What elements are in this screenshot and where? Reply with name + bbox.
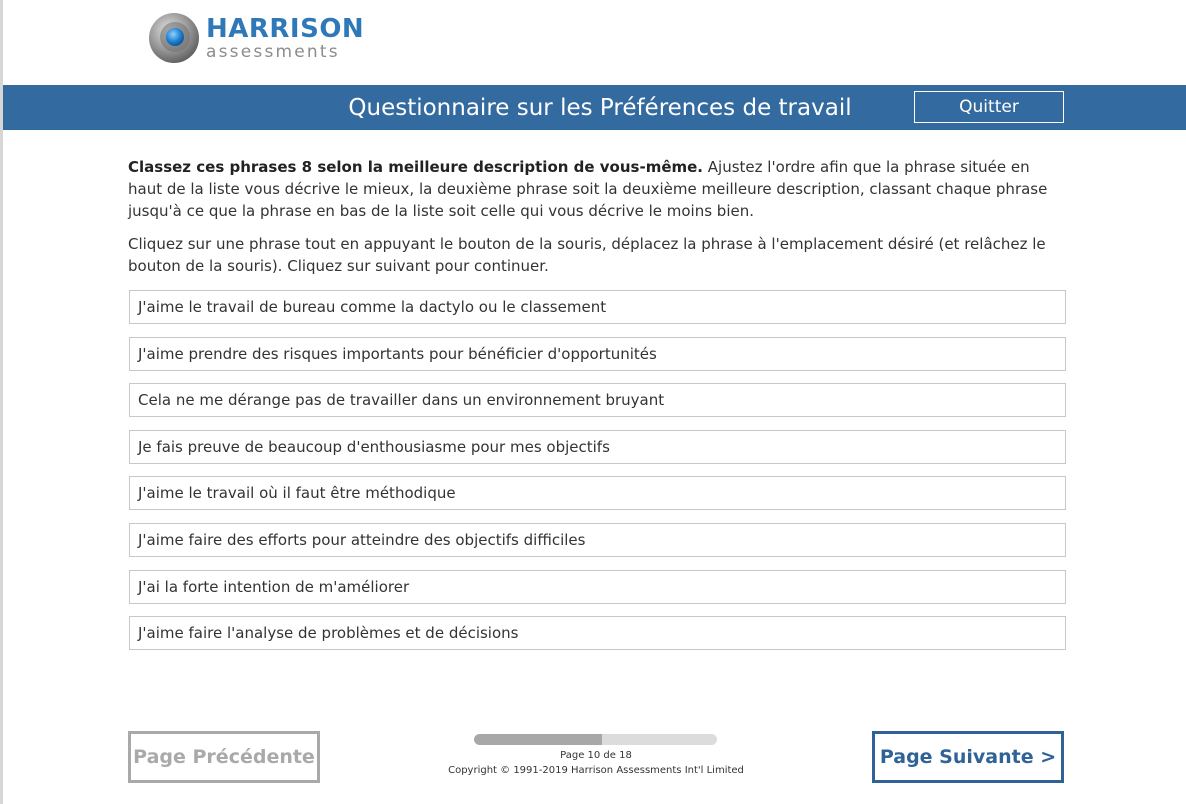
instructions-bold: Classez ces phrases 8 selon la meilleure description de vous-même. bbox=[128, 158, 704, 176]
quit-button[interactable]: Quitter bbox=[914, 91, 1064, 123]
harrison-orb-icon bbox=[148, 12, 200, 64]
logo-name: HARRISON bbox=[206, 14, 365, 44]
previous-page-button[interactable]: Page Précédente bbox=[128, 731, 320, 783]
copyright-text: Copyright © 1991-2019 Harrison Assessments Int'l Limited bbox=[448, 765, 744, 776]
progress-bar-fill bbox=[474, 734, 602, 745]
ranking-item[interactable]: J'aime faire des efforts pour atteindre des objectifs difficiles bbox=[129, 523, 1066, 557]
ranking-item[interactable]: J'aime le travail de bureau comme la dactylo ou le classement bbox=[129, 290, 1066, 324]
ranking-list bbox=[129, 290, 1066, 663]
ranking-item[interactable]: J'aime le travail où il faut être méthodique bbox=[129, 476, 1066, 510]
header-bar bbox=[3, 85, 1186, 130]
ranking-item[interactable]: J'aime prendre des risques importants pour bénéficier d'opportunités bbox=[129, 337, 1066, 371]
ranking-item[interactable]: J'aime faire l'analyse de problèmes et de décisions bbox=[129, 616, 1066, 650]
ranking-item[interactable]: J'ai la forte intention de m'améliorer bbox=[129, 570, 1066, 604]
page-title: Questionnaire sur les Préférences de travail bbox=[348, 95, 852, 121]
page-counter: Page 10 de 18 bbox=[560, 750, 632, 761]
ranking-item[interactable]: Cela ne me dérange pas de travailler dans un environnement bruyant bbox=[129, 383, 1066, 417]
instructions bbox=[128, 156, 1068, 288]
instructions-paragraph-2: Cliquez sur une phrase tout en appuyant le bouton de la souris, déplacez la phrase à l'emplacement désiré (et relâchez le bouton de la souris). Cliquez sur suivant pour continuer. bbox=[128, 235, 1046, 275]
instructions-text-1: Ajustez l'ordre afin que la phrase située en haut de la liste vous décrive le mieux, la deuxième phrase soit la deuxième meilleure description, classant chaque phrase jusqu'à ce que la phrase en bas de la liste soit celle qui vous décrive le moins bien. bbox=[128, 158, 1048, 220]
logo-subtitle: assessments bbox=[206, 42, 340, 62]
progress-bar bbox=[474, 734, 717, 745]
next-page-button[interactable]: Page Suivante > bbox=[872, 731, 1064, 783]
instructions-paragraph-1 bbox=[128, 156, 1068, 222]
ranking-item[interactable]: Je fais preuve de beaucoup d'enthousiasme pour mes objectifs bbox=[129, 430, 1066, 464]
